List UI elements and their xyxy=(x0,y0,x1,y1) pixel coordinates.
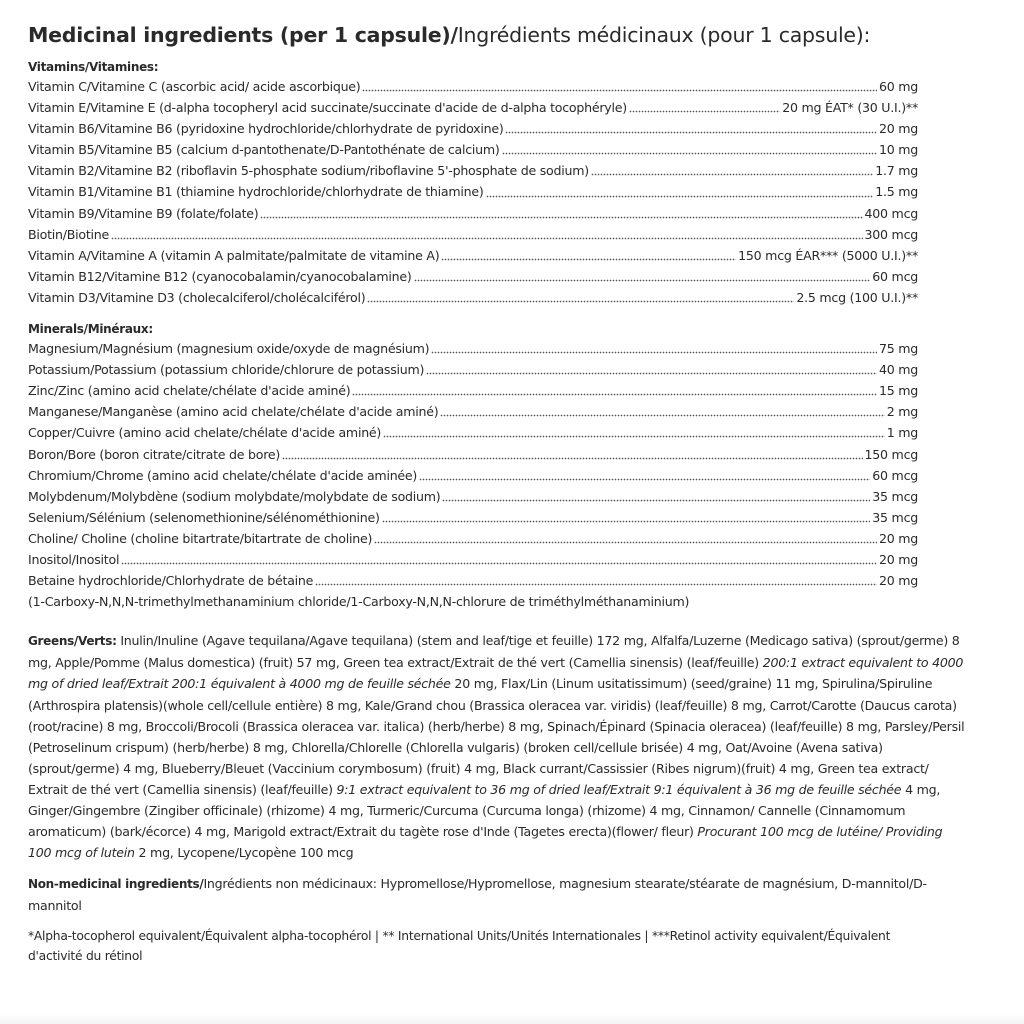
ingredient-label: Vitamin B6/Vitamine B6 (pyridoxine hydrochloride/chlorhydrate de pyridoxine) xyxy=(28,121,504,137)
ingredient-row xyxy=(28,380,918,401)
ingredient-row xyxy=(28,444,918,465)
ingredient-row xyxy=(28,338,918,359)
ingredient-amount: 150 mcg xyxy=(864,446,918,462)
non-medicinal-text: Ingrédients non médicinaux: Hypromellose/Hypromellose, magnesium stearate/stéarate de magnésium, D-mannitol/D-mannitol xyxy=(28,876,927,914)
dot-leader xyxy=(502,152,877,155)
vitamins-list xyxy=(28,76,1024,308)
greens-text: 4 mg, Ginger/Gingembre (Zingiber officinale) (rhizome) 4 mg, Turmeric/Curcuma (Curcuma longa) (rhizome) 4 mg, Cinnamon/ Cannelle (Cinnamomum aromaticum) (bark/écorce) 4 mg, Marigold extract/Extrait du tagète rose d'Inde (Tagetes erecta)(flower/ fleur) xyxy=(28,781,941,840)
ingredient-label: Manganese/Manganèse (amino acid chelate/chélate d'acide aminé) xyxy=(28,404,439,420)
ingredient-amount: 20 mg xyxy=(878,573,918,589)
non-medicinal-heading: Non-medicinal ingredients/ xyxy=(28,877,204,892)
greens-text: 20 mg, Flax/Lin (Linum usitatissimum) (seed/graine) 11 mg, Spirulina/Spiruline (Arthrospira platensis)(whole cell/cellule entière) 8 mg, Kale/Grand chou (Brassica oleracea var. viridis) (leaf/feuille) 8 mg, Carrot/Carotte (Daucus carota) (root/racine) 8 mg, Broccoli/Brocoli (Brassica oleracea var. italica) (herb/herbe) 8 mg, Spinach/Épinard (Spinacia oleracea) (leaf/feuille) 8 mg, Parsley/Persil (Petroselinum crispum) (herb/herbe) 8 mg, Chlorella/Chlorelle (Chlorella vulgaris) (broken cell/cellule brisée) 4 mg, Oat/Avoine (Avena sativa)(sprout/germe) 4 mg, Blueberry/Bleuet (Vaccinium corymbosum) (fruit) 4 mg, Black currant/Cassissier (Ribes nigrum)(fruit) 4 mg, Green tea extract/ Extrait de thé vert (Camellia sinensis) (leaf/feuille) xyxy=(28,676,965,797)
dot-leader xyxy=(486,195,874,198)
ingredient-row xyxy=(28,401,918,422)
dot-leader xyxy=(282,457,863,460)
dot-leader xyxy=(382,520,871,523)
greens-text: 2 mg, Lycopene/Lycopène 100 mcg xyxy=(134,845,354,861)
ingredient-row xyxy=(28,528,918,549)
ingredient-row xyxy=(28,118,918,139)
dot-leader xyxy=(111,237,862,240)
greens-text: Inulin/Inuline (Agave tequilana/Agave tequilana) (stem and leaf/tige et feuille) 172 mg, Alfalfa/Luzerne (Medicago sativa) (sprout/germe) 8 mg, Apple/Pomme (Malus domestica) (fruit) 57 mg, Green tea extract/Extrait de thé vert (Camellia sinensis) (leaf/feuille) xyxy=(28,633,960,671)
greens-paragraph xyxy=(28,630,968,863)
ingredient-row xyxy=(28,465,918,486)
greens-heading: Greens/Verts: xyxy=(28,634,117,649)
dot-leader xyxy=(419,478,870,481)
greens-italic-note: Procurant 100 mcg de lutéine/ Providing 100 mcg of lutein xyxy=(28,824,943,861)
ingredient-amount: 75 mg xyxy=(878,341,918,357)
ingredient-amount: 2 mg xyxy=(886,404,918,420)
ingredient-label: Biotin/Biotine xyxy=(28,226,110,242)
ingredient-row xyxy=(28,160,918,181)
ingredient-amount: 400 mcg xyxy=(864,205,918,221)
title-bold: Medicinal ingredients (per 1 capsule)/ xyxy=(28,23,458,47)
ingredient-amount: 20 mg xyxy=(878,551,918,567)
dot-leader xyxy=(260,216,862,219)
non-medicinal-paragraph xyxy=(28,873,968,916)
dot-leader xyxy=(591,173,873,176)
ingredient-amount: 60 mcg xyxy=(872,268,918,284)
ingredient-label: Inositol/Inositol xyxy=(28,551,120,567)
vitamins-heading: Vitamins/Vitamines: xyxy=(28,60,159,74)
ingredient-label: Potassium/Potassium (potassium chloride/chlorure de potassium) xyxy=(28,362,425,378)
dot-leader xyxy=(431,351,877,354)
ingredient-row xyxy=(28,486,918,507)
ingredient-row xyxy=(28,507,918,528)
dot-leader xyxy=(442,499,870,502)
ingredient-label: Vitamin B9/Vitamine B9 (folate/folate) xyxy=(28,205,259,221)
ingredient-label: Vitamin C/Vitamine C (ascorbic acid/ acide ascorbique) xyxy=(28,79,361,94)
ingredient-amount: 15 mg xyxy=(878,383,918,399)
ingredient-amount: 60 mcg xyxy=(872,467,918,483)
ingredient-amount: 60 mg xyxy=(878,79,918,94)
ingredient-row xyxy=(28,266,918,287)
dot-leader xyxy=(352,393,877,396)
ingredient-amount: 40 mg xyxy=(878,362,918,378)
ingredient-label: Chromium/Chrome (amino acid chelate/chélate d'acide aminée) xyxy=(28,467,418,483)
ingredient-amount: 35 mcg xyxy=(872,509,918,525)
ingredient-amount: 1.7 mg xyxy=(875,163,918,179)
ingredient-label: Vitamin D3/Vitamine D3 (cholecalciferol/cholécalciférol) xyxy=(28,289,366,305)
ingredient-row xyxy=(28,245,918,266)
dot-leader xyxy=(441,258,736,261)
minerals-continuation: (1-Carboxy-N,N,N-trimethylmethanaminium chloride/1-Carboxy-N,N,N-chlorure de triméthylméthanaminium) xyxy=(28,594,690,610)
bottom-edge-shade xyxy=(0,1014,1024,1024)
ingredient-label: Vitamin B2/Vitamine B2 (riboflavin 5-phosphate sodium/riboflavine 5'-phosphate de sodium) xyxy=(28,163,589,179)
ingredient-row xyxy=(28,549,918,570)
footnote: *Alpha-tocopherol equivalent/Équivalent alpha-tocophérol | ** International Units/Unités Internationales | ***Retinol activity equivalent/Équivalent d'activité du rétinol xyxy=(28,929,891,964)
ingredient-label: Copper/Cuivre (amino acid chelate/chélate d'acide aminé) xyxy=(28,425,382,441)
ingredient-label: Zinc/Zinc (amino acid chelate/chélate d'acide aminé) xyxy=(28,383,351,399)
page-title xyxy=(28,20,1024,50)
greens-italic-note: 9:1 extract equivalent to 36 mg of dried leaf/Extrait 9:1 équivalent à 36 mg de feuille séchée xyxy=(336,781,902,797)
dot-leader xyxy=(121,562,877,565)
dot-leader xyxy=(414,279,871,282)
dot-leader xyxy=(367,300,794,303)
ingredient-row xyxy=(28,287,918,308)
dot-leader xyxy=(426,372,877,375)
ingredient-label: Vitamin A/Vitamine A (vitamin A palmitate/palmitate de vitamine A) xyxy=(28,247,440,263)
title-light: Ingrédients médicinaux (pour 1 capsule): xyxy=(457,23,871,47)
ingredient-label: Vitamin B1/Vitamine B1 (thiamine hydrochloride/chlorhydrate de thiamine) xyxy=(28,184,484,200)
ingredient-row xyxy=(28,97,918,118)
ingredient-label: Choline/ Choline (choline bitartrate/bitartrate de choline) xyxy=(28,530,373,546)
dot-leader xyxy=(629,110,780,113)
dot-leader xyxy=(362,89,876,92)
dot-leader xyxy=(440,414,884,417)
ingredient-amount: 1.5 mg xyxy=(875,184,918,200)
ingredient-row xyxy=(28,203,918,224)
ingredient-row xyxy=(28,359,918,380)
dot-leader xyxy=(374,541,877,544)
ingredient-amount: 20 mg xyxy=(878,530,918,546)
ingredient-label: Selenium/Sélénium (selenomethionine/sélénométhionine) xyxy=(28,509,380,525)
dot-leader xyxy=(505,131,876,134)
ingredient-row xyxy=(28,224,918,245)
ingredient-amount: 20 mg xyxy=(878,121,918,137)
ingredient-label: Boron/Bore (boron citrate/citrate de bore) xyxy=(28,446,281,462)
minerals-list xyxy=(28,338,1024,591)
ingredient-label: Molybdenum/Molybdène (sodium molybdate/molybdate de sodium) xyxy=(28,488,441,504)
ingredient-amount: 10 mg xyxy=(878,142,918,158)
ingredient-row xyxy=(28,422,918,443)
minerals-heading: Minerals/Minéraux: xyxy=(28,322,153,337)
ingredient-row xyxy=(28,570,918,591)
ingredient-amount: 1 mg xyxy=(886,425,918,441)
ingredient-label: Vitamin B5/Vitamine B5 (calcium d-pantothenate/D-Pantothénate de calcium) xyxy=(28,142,500,158)
ingredient-row xyxy=(28,139,918,160)
greens-italic-note: 200:1 extract equivalent to 4000 mg of dried leaf/Extrait 200:1 équivalent à 4000 mg de feuille séchée xyxy=(28,655,964,692)
dot-leader xyxy=(383,435,885,438)
ingredient-label: Magnesium/Magnésium (magnesium oxide/oxyde de magnésium) xyxy=(28,341,430,357)
ingredient-amount: 35 mcg xyxy=(872,488,918,504)
ingredient-row xyxy=(28,76,918,97)
ingredient-row xyxy=(28,181,918,202)
ingredient-amount: 300 mcg xyxy=(864,226,918,242)
ingredient-amount: 20 mg ÉAT* (30 U.I.)** xyxy=(782,100,918,116)
ingredient-amount: 2.5 mcg (100 U.I.)** xyxy=(796,289,918,305)
ingredient-label: Betaine hydrochloride/Chlorhydrate de bétaine xyxy=(28,573,314,589)
ingredient-label: Vitamin E/Vitamine E (d-alpha tocopheryl acid succinate/succinate d'acide de d-alpha tocophéryle) xyxy=(28,100,627,116)
ingredient-label: Vitamin B12/Vitamine B12 (cyanocobalamin/cyanocobalamine) xyxy=(28,268,412,284)
dot-leader xyxy=(315,583,877,586)
ingredient-amount: 150 mcg ÉAR*** (5000 U.I.)** xyxy=(738,247,918,263)
